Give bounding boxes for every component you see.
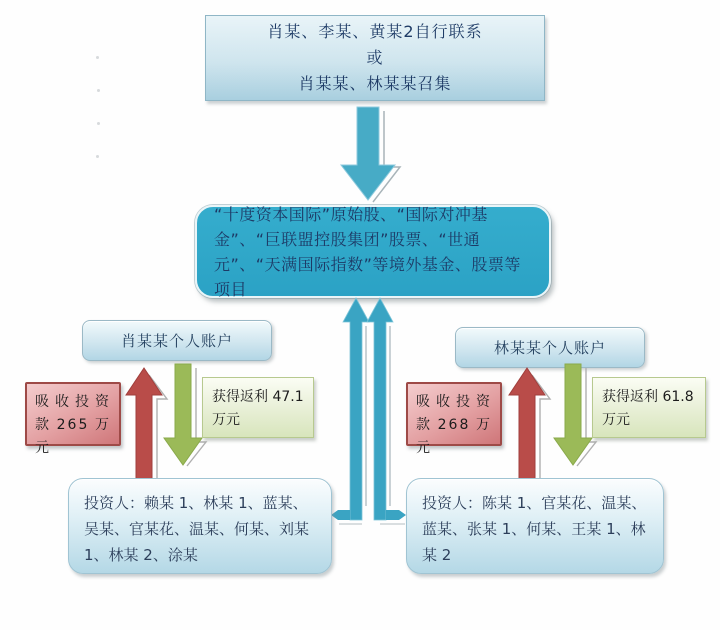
organizers-line-1: 肖某、李某、黄某2自行联系 [267, 22, 483, 41]
organizers-box [205, 15, 545, 101]
left-rebate-box [202, 377, 314, 438]
left-investors-list: 投资人：赖某 1、林某 1、蓝某、吴某、官某花、温某、何某、刘某 1、林某 2、涂某 [84, 494, 310, 564]
right-rebate-down-arrow-icon [553, 364, 593, 468]
arrow-organizers-to-project-icon [328, 103, 408, 203]
right-investors-list: 投资人：陈某 1、官某花、温某、蓝某、张某 1、何某、王某 1、林某 2 [422, 494, 647, 564]
left-invest-box [25, 382, 121, 456]
right-account-box [455, 327, 645, 368]
project-text: “十度资本国际”原始股、“国际对冲基金”、“巨联盟控股集团”股票、“世通元”、“天满国际指数”等境外基金、股票等项目 [214, 204, 521, 299]
left-rebate-label: 获得返利 47.1万元 [212, 389, 304, 428]
organizers-line-2: 或 [366, 48, 384, 67]
right-invest-box [406, 382, 502, 456]
right-invest-up-arrow-icon [507, 366, 547, 480]
project-box [195, 205, 551, 298]
right-account-label: 林某某个人账户 [493, 339, 606, 357]
left-invest-label: 吸收投资款265万元 [35, 394, 111, 456]
left-rebate-down-arrow-icon [163, 364, 203, 468]
left-account-box [82, 320, 272, 361]
left-invest-up-arrow-icon [124, 366, 164, 480]
right-rebate-box [592, 377, 706, 438]
left-account-label: 肖某某个人账户 [120, 332, 233, 350]
right-rebate-label: 获得返利 61.8万元 [602, 389, 694, 428]
organizers-line-3: 肖某某、林某某召集 [298, 74, 452, 93]
right-investors-box [406, 478, 664, 574]
right-invest-label: 吸收投资款268万元 [416, 394, 492, 456]
left-investors-box [68, 478, 332, 574]
